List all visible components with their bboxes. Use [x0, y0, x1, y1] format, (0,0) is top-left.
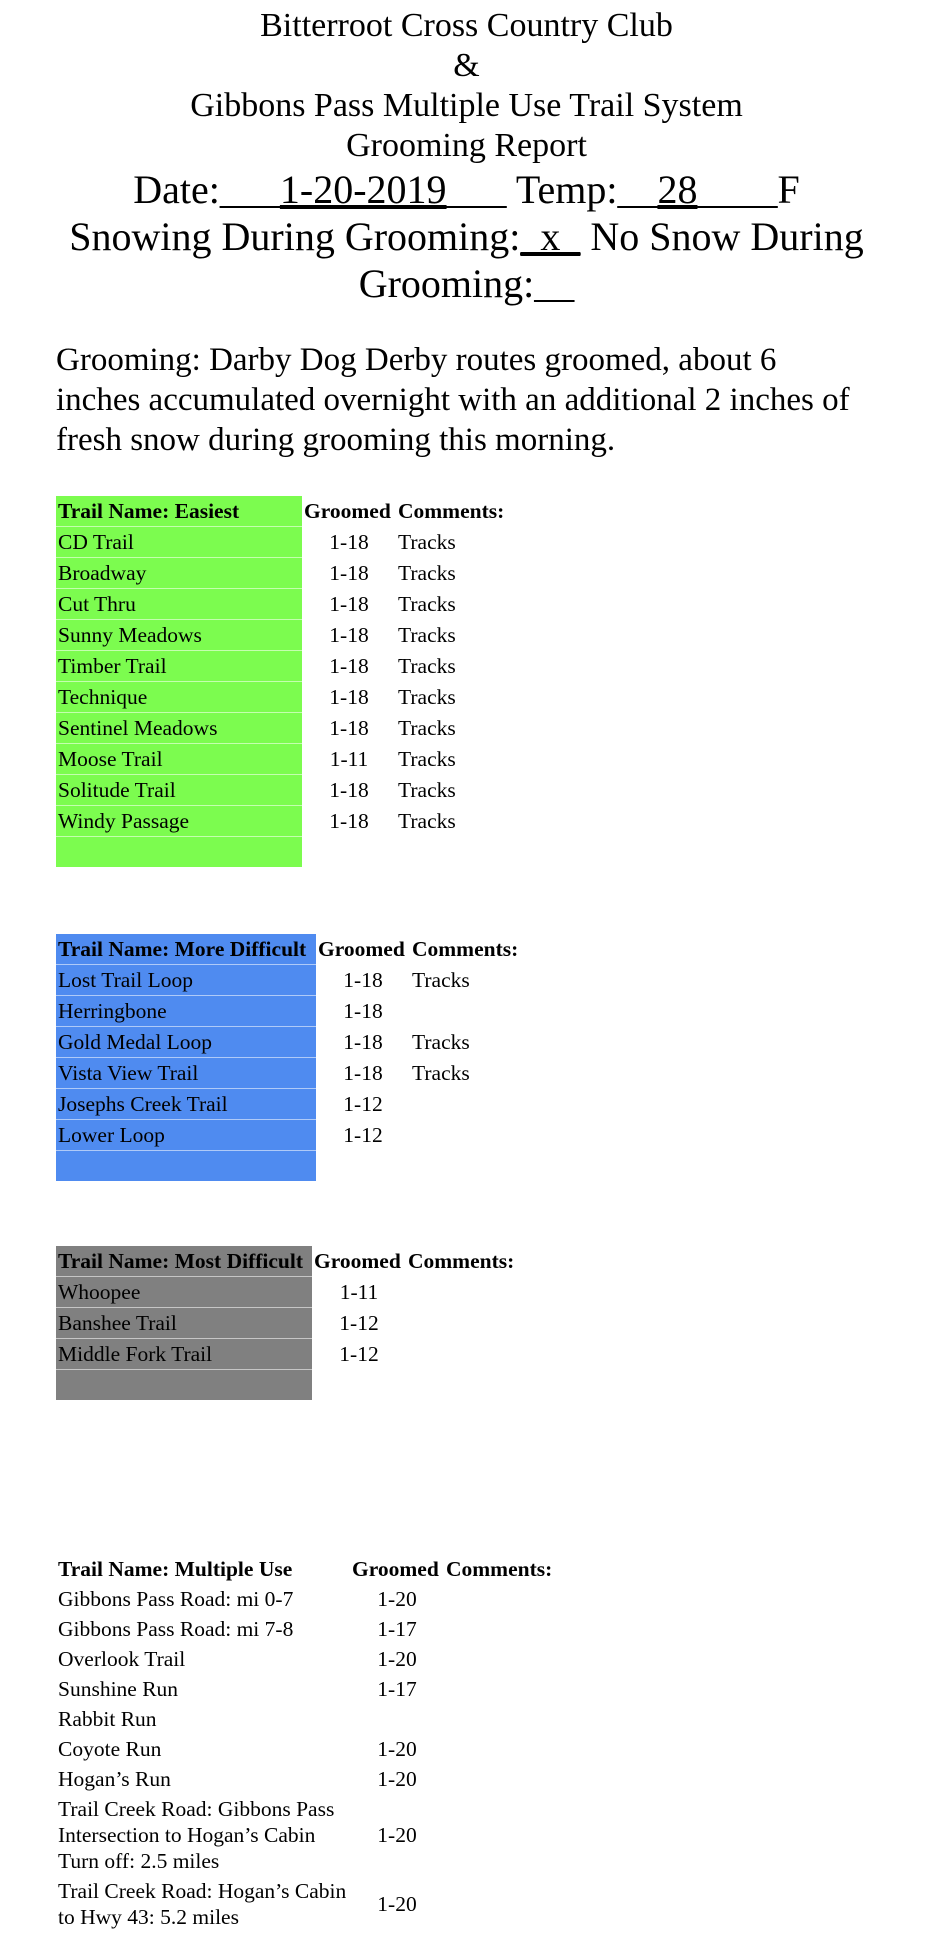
comments-cell	[444, 1614, 554, 1644]
groomed-date-cell: 1-18	[329, 778, 369, 802]
groomed-date-cell: 1-20	[377, 1892, 417, 1916]
trail-name-cell: Coyote Run	[58, 1737, 162, 1761]
table-row	[56, 713, 506, 744]
header-groomed: Groomed	[304, 499, 391, 524]
table-row	[56, 1734, 554, 1764]
trail-system-name: Gibbons Pass Multiple Use Trail System	[190, 87, 743, 124]
header-comments: Comments:	[446, 1557, 553, 1581]
trail-name-cell: Windy Passage	[56, 806, 302, 837]
comments-cell: Tracks	[398, 685, 456, 709]
comments-cell: Tracks	[398, 592, 456, 616]
table-row	[56, 806, 506, 837]
trail-name-cell: Vista View Trail	[56, 1058, 316, 1089]
table-row	[56, 1058, 520, 1089]
table-row	[56, 1644, 554, 1674]
comments-cell	[444, 1584, 554, 1614]
groomed-date-cell: 1-18	[329, 809, 369, 833]
trail-name-cell: Trail Creek Road: Hogan’s Cabin to Hwy 43: 5.2 miles	[58, 1879, 347, 1929]
temp-label: Temp:	[515, 167, 618, 212]
table-row	[56, 1794, 554, 1876]
groomed-date-cell: 1-20	[377, 1823, 417, 1847]
table-row	[56, 1704, 554, 1734]
snowing-label: Snowing During Grooming:	[69, 214, 521, 259]
trail-name-cell: Trail Creek Road: Gibbons Pass Intersection to Hogan’s Cabin Turn off: 2.5 miles	[58, 1797, 335, 1873]
header-trail-name: Trail Name: Multiple Use	[58, 1557, 293, 1581]
table-row	[56, 1674, 554, 1704]
most-difficult-trails-body	[56, 1277, 516, 1401]
comments-cell	[410, 1089, 520, 1120]
table-row	[56, 682, 506, 713]
table-row	[56, 1277, 516, 1308]
comments-cell	[444, 1734, 554, 1764]
table-row	[56, 1089, 520, 1120]
groomed-date-cell: 1-11	[329, 747, 369, 771]
no-snow-value: __	[534, 261, 575, 306]
trail-name-cell: Gibbons Pass Road: mi 7-8	[58, 1617, 294, 1641]
empty-cell	[316, 1151, 410, 1182]
report-header	[0, 6, 933, 307]
header-groomed: Groomed	[314, 1249, 401, 1274]
comments-cell	[444, 1794, 554, 1876]
comments-cell	[444, 1644, 554, 1674]
temp-unit: F	[777, 167, 800, 212]
trail-name-cell: Overlook Trail	[58, 1647, 186, 1671]
no-snow-line	[0, 260, 933, 307]
empty-cell	[56, 1151, 316, 1182]
comments-cell: Tracks	[398, 623, 456, 647]
comments-cell	[410, 996, 520, 1027]
date-label: Date:	[133, 167, 220, 212]
temp-blank-pre: __	[617, 167, 658, 212]
table-row	[56, 744, 506, 775]
comments-cell: Tracks	[412, 968, 470, 992]
table-row	[56, 1027, 520, 1058]
table-header-row	[56, 496, 506, 527]
trail-name-cell: Sunshine Run	[58, 1677, 179, 1701]
header-groomed: Groomed	[352, 1557, 439, 1581]
trail-name-cell: Josephs Creek Trail	[56, 1089, 316, 1120]
trail-name-cell: Hogan’s Run	[58, 1767, 171, 1791]
easiest-trails-table	[56, 496, 506, 867]
table-row-empty	[56, 1370, 516, 1401]
header-trail-name: Trail Name: Easiest	[56, 496, 302, 527]
comments-cell: Tracks	[398, 809, 456, 833]
table-row	[56, 1339, 516, 1370]
groomed-date-cell: 1-20	[377, 1767, 417, 1791]
groomed-date-cell: 1-17	[377, 1677, 417, 1701]
trail-name-cell: CD Trail	[56, 527, 302, 558]
table-row	[56, 775, 506, 806]
trail-name-cell: Gold Medal Loop	[56, 1027, 316, 1058]
table-row	[56, 589, 506, 620]
table-header-row	[56, 1554, 554, 1584]
comments-cell: Tracks	[412, 1061, 470, 1085]
table-row	[56, 996, 520, 1027]
table-row	[56, 1308, 516, 1339]
date-blank-pre: ___	[219, 167, 280, 212]
comments-cell: Tracks	[398, 716, 456, 740]
trail-name-cell: Lost Trail Loop	[56, 965, 316, 996]
groomed-date-cell: 1-18	[343, 968, 383, 992]
temp-blank-post: ____	[697, 167, 778, 212]
groomed-date-cell: 1-12	[339, 1342, 379, 1366]
easiest-trails-body	[56, 527, 506, 868]
groomed-date-cell: 1-12	[343, 1123, 383, 1147]
groomed-date-cell: 1-20	[377, 1647, 417, 1671]
trail-name-cell: Timber Trail	[56, 651, 302, 682]
groomed-date-cell: 1-18	[329, 561, 369, 585]
groomed-date-cell: 1-18	[343, 999, 383, 1023]
table-row	[56, 651, 506, 682]
trail-name-cell: Banshee Trail	[56, 1308, 312, 1339]
snowing-line	[0, 213, 933, 260]
trail-name-cell: Sentinel Meadows	[56, 713, 302, 744]
trail-name-cell: Solitude Trail	[56, 775, 302, 806]
table-row	[56, 1584, 554, 1614]
comments-cell	[444, 1764, 554, 1794]
temp-value: 28	[657, 167, 698, 212]
grooming-summary: Grooming: Darby Dog Derby routes groomed, about 6 inches accumulated overnight with an additional 2 inches of fresh snow during grooming this morning.	[56, 342, 850, 458]
trail-name-cell: Moose Trail	[56, 744, 302, 775]
comments-cell: Tracks	[398, 747, 456, 771]
groomed-date-cell: 1-18	[329, 530, 369, 554]
comments-cell	[444, 1876, 554, 1932]
comments-cell	[406, 1277, 516, 1308]
date-blank-post: ___	[446, 167, 507, 212]
groomed-date-cell: 1-11	[339, 1280, 379, 1304]
groomed-date-cell	[350, 1704, 444, 1734]
header-groomed: Groomed	[318, 937, 405, 962]
groomed-date-cell: 1-18	[329, 623, 369, 647]
most-difficult-trails-table	[56, 1246, 516, 1400]
multiple-use-trails-body	[56, 1584, 554, 1932]
groomed-date-cell: 1-18	[329, 685, 369, 709]
header-comments: Comments:	[412, 937, 519, 962]
table-row	[56, 558, 506, 589]
trail-name-cell: Lower Loop	[56, 1120, 316, 1151]
groomed-date-cell: 1-20	[377, 1587, 417, 1611]
table-row	[56, 1614, 554, 1644]
groomed-date-cell: 1-17	[377, 1617, 417, 1641]
empty-cell	[56, 1370, 312, 1401]
no-snow-label: No Snow During	[590, 214, 864, 259]
club-name: Bitterroot Cross Country Club	[260, 7, 673, 44]
trail-name-cell: Middle Fork Trail	[56, 1339, 312, 1370]
groomed-date-cell: 1-12	[343, 1092, 383, 1116]
header-comments: Comments:	[408, 1249, 515, 1274]
groomed-date-cell: 1-20	[377, 1737, 417, 1761]
empty-cell	[406, 1370, 516, 1401]
table-row	[56, 965, 520, 996]
header-trail-name: Trail Name: More Difficult	[56, 934, 316, 965]
trail-name-cell: Broadway	[56, 558, 302, 589]
groomed-date-cell: 1-18	[329, 654, 369, 678]
comments-cell: Tracks	[398, 530, 456, 554]
trail-name-cell: Whoopee	[56, 1277, 312, 1308]
trail-name-cell: Cut Thru	[56, 589, 302, 620]
table-row	[56, 1764, 554, 1794]
empty-cell	[302, 837, 396, 868]
empty-cell	[312, 1370, 406, 1401]
table-row	[56, 1120, 520, 1151]
groomed-date-cell: 1-12	[339, 1311, 379, 1335]
comments-cell: Tracks	[412, 1030, 470, 1054]
no-snow-label-2: Grooming:	[358, 261, 535, 306]
comments-cell	[410, 1120, 520, 1151]
date-value: 1-20-2019	[279, 167, 447, 212]
table-row	[56, 1876, 554, 1932]
trail-name-cell: Sunny Meadows	[56, 620, 302, 651]
groomed-date-cell: 1-18	[343, 1030, 383, 1054]
snowing-value: _x_	[520, 214, 581, 259]
comments-cell	[406, 1339, 516, 1370]
groomed-date-cell: 1-18	[343, 1061, 383, 1085]
date-temp-line	[0, 166, 933, 213]
table-header-row	[56, 1246, 516, 1277]
more-difficult-trails-table	[56, 934, 520, 1181]
table-row-empty	[56, 837, 506, 868]
trail-name-cell: Rabbit Run	[58, 1707, 157, 1731]
empty-cell	[410, 1151, 520, 1182]
comments-cell	[406, 1308, 516, 1339]
empty-cell	[396, 837, 506, 868]
header-comments: Comments:	[398, 499, 505, 524]
report-title: Grooming Report	[346, 127, 587, 164]
trail-name-cell: Herringbone	[56, 996, 316, 1027]
table-row-empty	[56, 1151, 520, 1182]
multiple-use-trails-table	[56, 1554, 554, 1932]
header-trail-name: Trail Name: Most Difficult	[56, 1246, 312, 1277]
comments-cell: Tracks	[398, 561, 456, 585]
comments-cell	[444, 1704, 554, 1734]
groomed-date-cell: 1-18	[329, 716, 369, 740]
table-row	[56, 527, 506, 558]
ampersand: &	[453, 47, 480, 84]
table-row	[56, 620, 506, 651]
comments-cell: Tracks	[398, 778, 456, 802]
trail-name-cell: Gibbons Pass Road: mi 0-7	[58, 1587, 294, 1611]
more-difficult-trails-body	[56, 965, 520, 1182]
empty-cell	[56, 837, 302, 868]
trail-name-cell: Technique	[56, 682, 302, 713]
comments-cell	[444, 1674, 554, 1704]
groomed-date-cell: 1-18	[329, 592, 369, 616]
comments-cell: Tracks	[398, 654, 456, 678]
table-header-row	[56, 934, 520, 965]
